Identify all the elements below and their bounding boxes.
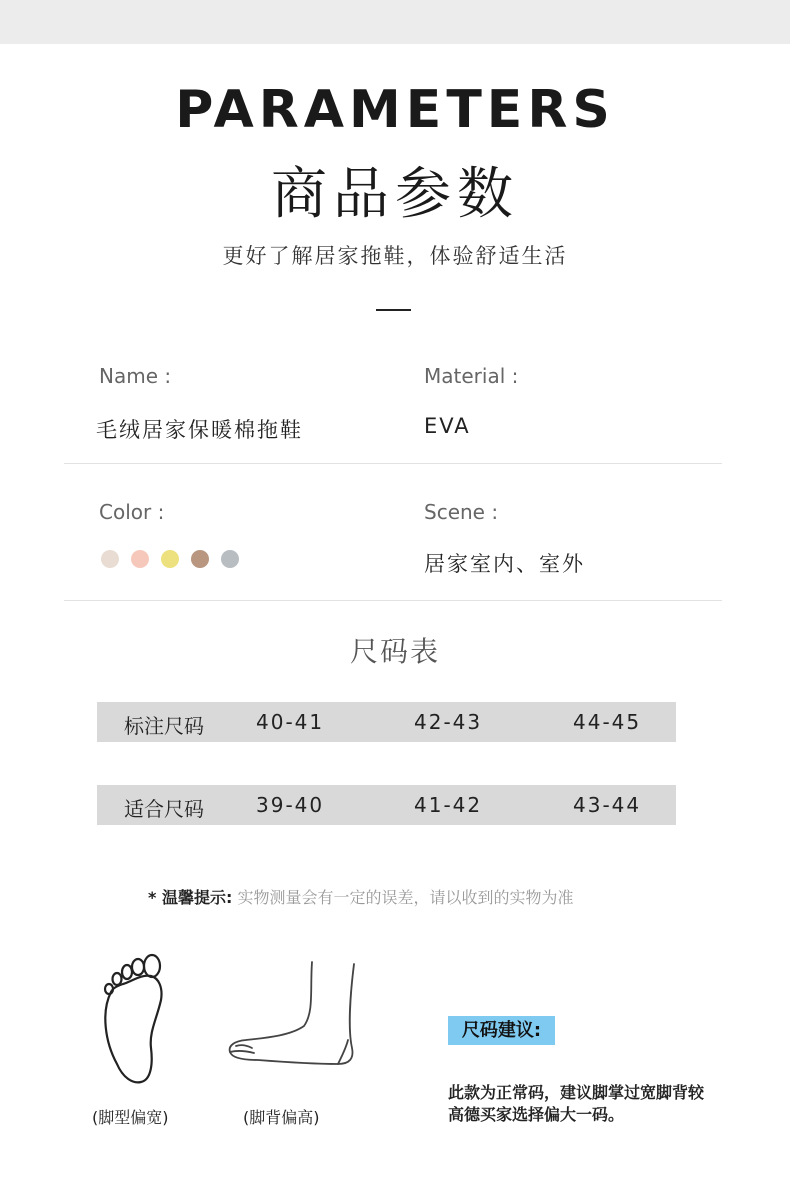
size-advice-title: 尺码建议: [448,1016,555,1045]
size-cell: 42-43 [414,710,483,734]
wide-foot-label: (脚型偏宽) [92,1108,169,1127]
color-swatch-5[interactable] [221,550,239,568]
page-title-cn: 商品参数 [271,162,519,227]
color-swatch-4[interactable] [191,550,209,568]
size-advice-text: 此款为正常码，建议脚掌过宽脚背较高德买家选择偏大一码。 [448,1083,705,1124]
page-title-en: PARAMETERS [175,80,615,140]
size-cell: 44-45 [573,710,642,734]
name-value: 毛绒居家保暖棉拖鞋 [96,418,303,442]
color-swatch-1[interactable] [101,550,119,568]
size-cell: 39-40 [256,793,325,817]
size-row-label: 适合尺码 [124,797,204,821]
size-cell: 41-42 [414,793,483,817]
scene-label: Scene : [424,500,499,524]
material-label: Material : [424,364,519,388]
high-instep-foot-icon [224,960,360,1072]
material-value: EVA [424,414,471,438]
size-row-fit [97,785,676,825]
color-swatch-2[interactable] [131,550,149,568]
top-bar [0,0,790,44]
tip-note [148,885,573,908]
scene-value: 居家室内、室外 [424,552,585,576]
divider-1 [64,463,722,464]
tip-text: 实物测量会有一定的误差，请以收到的实物为准 [237,888,574,907]
color-label: Color : [99,500,165,524]
size-row-label: 标注尺码 [124,714,204,738]
tip-prefix: * 温馨提示: [148,888,233,907]
page-subtitle: 更好了解居家拖鞋，体验舒适生活 [222,244,568,268]
size-row-labeled [97,702,676,742]
high-instep-label: (脚背偏高) [243,1108,320,1127]
title-rule [376,309,411,311]
size-cell: 40-41 [256,710,325,734]
divider-2 [64,600,722,601]
color-swatch-3[interactable] [161,550,179,568]
name-label: Name : [99,364,172,388]
size-chart-title: 尺码表 [349,635,440,668]
wide-foot-icon [95,952,175,1088]
color-swatches [101,550,239,568]
size-cell: 43-44 [573,793,642,817]
